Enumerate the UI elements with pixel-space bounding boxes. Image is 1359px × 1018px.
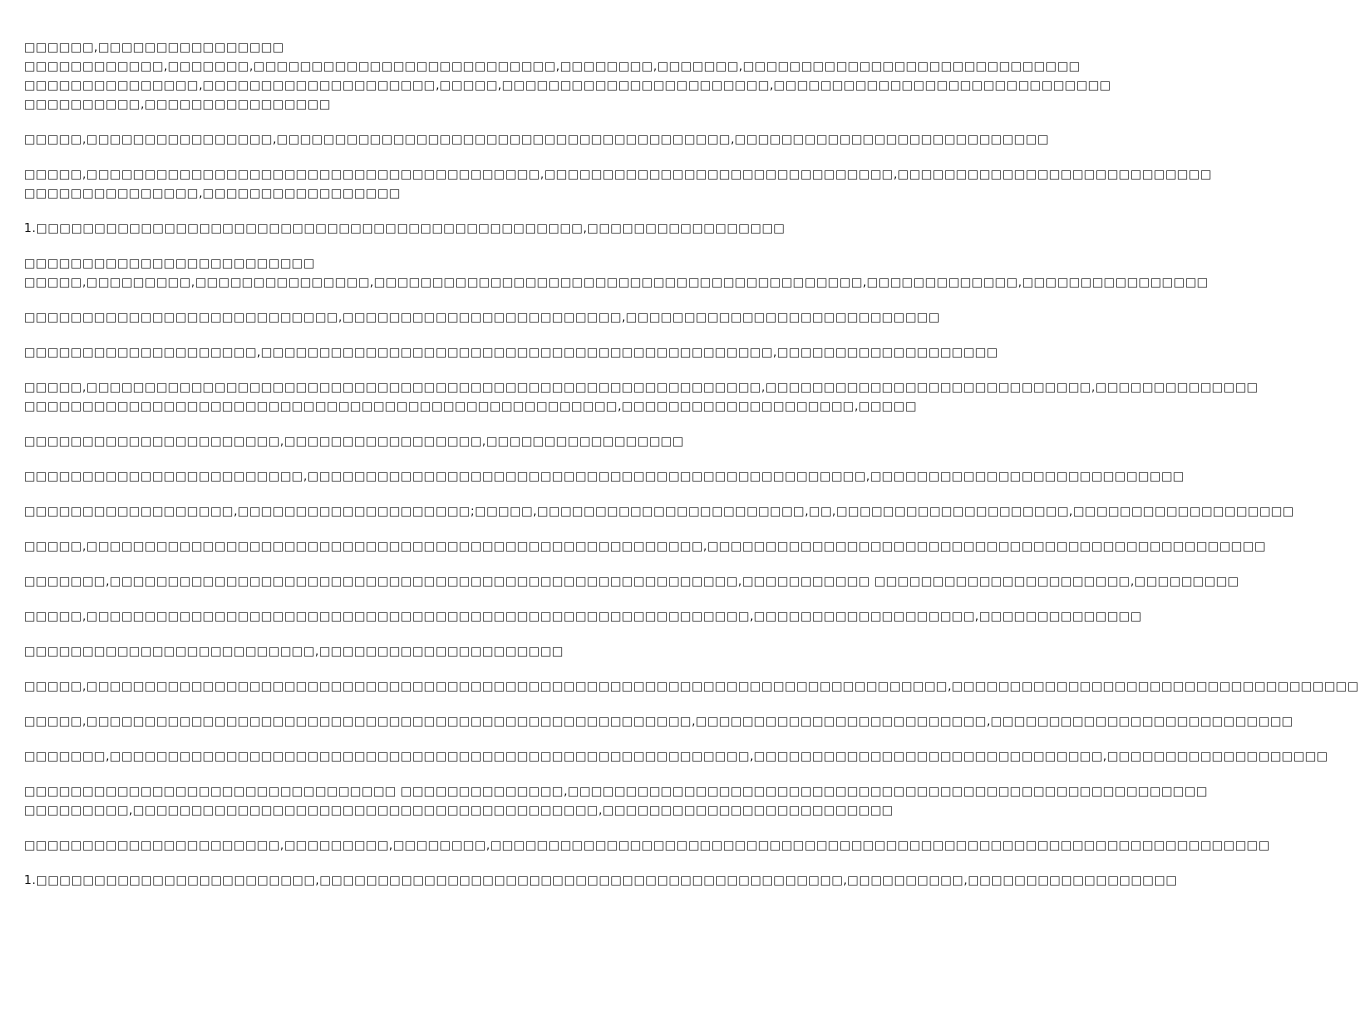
paragraph	[24, 467, 1185, 486]
text-line: □□□□□□□□□□□□□□□□□□□□□□□□□,□□□□□□□□□□□□□□□□□□□□□	[24, 644, 564, 658]
paragraph	[24, 219, 785, 238]
paragraph	[24, 782, 1208, 820]
text-line: 1.□□□□□□□□□□□□□□□□□□□□□□□□□□□□□□□□□□□□□□□□□□□□□□□,□□□□□□□□□□□□□□□□□	[24, 221, 785, 235]
text-line: □□□□□□□□□,□□□□□□□□□□□□□□□□□□□□□□□□□□□□□□□□□□□□□□□□,□□□□□□□□□□□□□□□□□□□□□□□□□	[24, 803, 894, 817]
text-line: □□□□□□□□□□□□□□□□□□□□□□□□□□□,□□□□□□□□□□□□□□□□□□□□□□□□,□□□□□□□□□□□□□□□□□□□□□□□□□□□	[24, 310, 940, 324]
text-line: □□□□□,□□□□□□□□□□□□□□□□□□□□□□□□□□□□□□□□□□□□□□□,□□□□□□□□□□□□□□□□□□□□□□□□□□□□□□,□□□□□□□□□□□□□□□□□□□□□□□□□□□	[24, 167, 1212, 181]
paragraph	[24, 432, 720, 451]
text-line: □□□□□□□□□□□□□□□□□□□□,□□□□□□□□□□□□□□□□□□□□□□□□□□□□□□□□□□□□□□□□□□□□,□□□□□□□□□□□□□□□□□□□	[24, 345, 999, 359]
text-line: □□□□□□□□□□□□□□□□□□,□□□□□□□□□□□□□□□□□□□□;□□□□□,□□□□□□□□□□□□□□□□□□□□□□□,□□,□□□□□□□□□□□□□□□□□□□□,□□□□□□□□□□□□□□□□□□□	[24, 504, 1295, 518]
text-line: □□□□□□□□□□□□□□□□□□□□□□□□□	[24, 256, 315, 270]
paragraph	[24, 642, 720, 661]
paragraph	[24, 871, 1178, 890]
text-line: □□□□□,□□□□□□□□□□□□□□□□□□□□□□□□□□□□□□□□□□□□□□□□□□□□□□□□□□□□□□□□□□,□□□□□□□□□□□□□□□□□□□□□□□□□□□□,□□□□□□□□□□□□□□	[24, 380, 1259, 394]
paragraph	[24, 572, 1240, 591]
text-line: □□□□□□□□□□□□□□□□□□□□□□,□□□□□□□□□,□□□□□□□□,□□□□□□□□□□□□□□□□□□□□□□□□□□□□□□□□□□□□□□□□□□□□□□□□□□□□□□□□□□□□□□□□□□□	[24, 838, 1270, 852]
text-line: □□□□□□□□□□□□,□□□□□□□,□□□□□□□□□□□□□□□□□□□□□□□□□□,□□□□□□□□,□□□□□□□,□□□□□□□□□□□□□□□□□□□□□□□□□□□□□	[24, 59, 1081, 73]
text-line: □□□□□,□□□□□□□□□□□□□□□□□□□□□□□□□□□□□□□□□□□□□□□□□□□□□□□□□□□□□□□□□,□□□□□□□□□□□□□□□□□□□,□□□□□□□□□□□□□□	[24, 609, 1142, 623]
paragraph	[24, 677, 1359, 696]
text-line: □□□□□,□□□□□□□□□□□□□□□□□□□□□□□□□□□□□□□□□□□□□□□□□□□□□□□□□□□□□□□□□□□□□□□□□□□□□□□□□□,□□□□□□□□□□□□□□□□□□□□□□□□□□□□□□□□□□□	[24, 679, 1359, 693]
text-line: 1.□□□□□□□□□□□□□□□□□□□□□□□□,□□□□□□□□□□□□□□□□□□□□□□□□□□□□□□□□□□□□□□□□□□□□□,□□□□□□□□□□,□□□□□□□□□□□□□□□□□□	[24, 873, 1178, 887]
paragraph	[24, 836, 1270, 855]
paragraph	[24, 308, 940, 327]
paragraph	[24, 254, 1209, 292]
text-line: □□□□□□□,□□□□□□□□□□□□□□□□□□□□□□□□□□□□□□□□□□□□□□□□□□□□□□□□□□□□□□,□□□□□□□□□□□ □□□□□□□□□□□□□□□□□□□□□□,□□□□□□□□□	[24, 574, 1240, 588]
text-line: □□□□□□□□□□□□□□□,□□□□□□□□□□□□□□□□□	[24, 186, 401, 200]
paragraph	[24, 537, 1266, 556]
text-line: □□□□□,□□□□□□□□□□□□□□□□,□□□□□□□□□□□□□□□□□□□□□□□□□□□□□□□□□□□□□□□,□□□□□□□□□□□□□□□□□□□□□□□□□□□	[24, 132, 1049, 146]
paragraph	[24, 607, 1142, 626]
text-line: □□□□□□□□□□□□□□□□□□□□□□□□,□□□□□□□□□□□□□□□□□□□□□□□□□□□□□□□□□□□□□□□□□□□□□□□□,□□□□□□□□□□□□□□□□□□□□□□□□□□□	[24, 469, 1185, 483]
paragraph	[24, 130, 1049, 149]
paragraph	[24, 502, 1295, 521]
paragraph	[24, 712, 1294, 731]
text-line: □□□□□,□□□□□□□□□□□□□□□□□□□□□□□□□□□□□□□□□□□□□□□□□□□□□□□□□□□□,□□□□□□□□□□□□□□□□□□□□□□□□□,□□□□□□□□□□□□□□□□□□□□□□□□□□	[24, 714, 1294, 728]
text-line: □□□□□□,□□□□□□□□□□□□□□□□	[24, 40, 285, 54]
document-body	[24, 38, 1359, 906]
text-line: □□□□□□□□□□,□□□□□□□□□□□□□□□□	[24, 97, 331, 111]
paragraph	[24, 747, 1329, 766]
text-line: □□□□□□□□□□□□□□□□□□□□□□,□□□□□□□□□□□□□□□□□,□□□□□□□□□□□□□□□□□	[24, 434, 684, 448]
paragraph	[24, 38, 1112, 114]
text-line: □□□□□□□□□□□□□□□,□□□□□□□□□□□□□□□□□□□□,□□□□□,□□□□□□□□□□□□□□□□□□□□□□□,□□□□□□□□□□□□□□□□□□□□□□□□□□□□□	[24, 78, 1112, 92]
text-line: □□□□□,□□□□□□□□□,□□□□□□□□□□□□□□□,□□□□□□□□□□□□□□□□□□□□□□□□□□□□□□□□□□□□□□□□□□,□□□□□□□□□□□□□,□□□□□□□□□□□□□□□□	[24, 275, 1209, 289]
text-line: □□□□□,□□□□□□□□□□□□□□□□□□□□□□□□□□□□□□□□□□□□□□□□□□□□□□□□□□□□□,□□□□□□□□□□□□□□□□□□□□□□□□□□□□□□□□□□□□□□□□□□□□□□□□	[24, 539, 1266, 553]
paragraph	[24, 378, 1259, 416]
text-line: □□□□□□□□□□□□□□□□□□□□□□□□□□□□□□□□ □□□□□□□□□□□□□□,□□□□□□□□□□□□□□□□□□□□□□□□□□□□□□□□□□□□□□□□□□□□□□□□□□□□□□□	[24, 784, 1208, 798]
paragraph	[24, 343, 999, 362]
text-line: □□□□□□□□□□□□□□□□□□□□□□□□□□□□□□□□□□□□□□□□□□□□□□□□□□□,□□□□□□□□□□□□□□□□□□□□,□□□□□	[24, 399, 917, 413]
text-line: □□□□□□□,□□□□□□□□□□□□□□□□□□□□□□□□□□□□□□□□□□□□□□□□□□□□□□□□□□□□□□□,□□□□□□□□□□□□□□□□□□□□□□□□□□□□□□,□□□□□□□□□□□□□□□□□□□	[24, 749, 1329, 763]
paragraph	[24, 165, 1212, 203]
